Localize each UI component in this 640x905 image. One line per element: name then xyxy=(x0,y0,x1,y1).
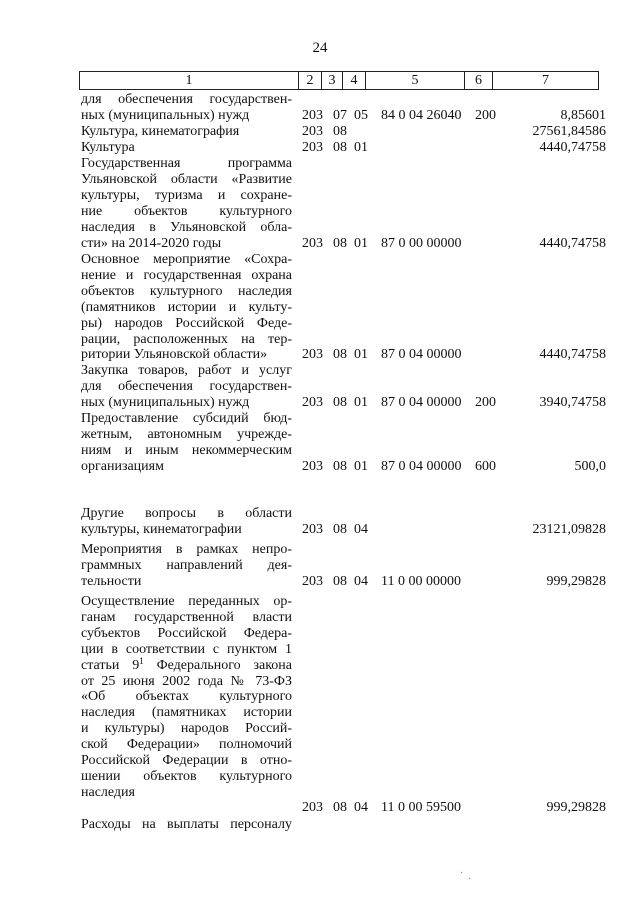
description-line: тельности xyxy=(81,573,142,589)
description-line: «Об объектах культурного xyxy=(81,689,292,705)
row-description xyxy=(81,542,292,590)
row-description xyxy=(81,506,292,538)
row-description xyxy=(81,124,292,140)
description-line: Основное мероприятие «Сохра- xyxy=(81,252,292,267)
description-line: ской Федерации» полномочий xyxy=(81,737,292,753)
description-line: (памятников истории и культу- xyxy=(81,299,292,315)
description-line: Культура xyxy=(81,140,135,155)
cell-expense-type: 200 xyxy=(475,107,496,123)
cell-amount: 8,85601 xyxy=(560,107,606,123)
cell-target-code: 11 0 00 00000 xyxy=(381,573,461,589)
description-fragment: статьи 9 xyxy=(81,657,140,673)
description-line: шении объектов культурного xyxy=(81,768,292,784)
cell-admin-code: 203 xyxy=(302,235,323,251)
cell-section: 08 xyxy=(333,235,347,251)
description-line: Государственная программа xyxy=(81,156,292,171)
header-col-7: 7 xyxy=(493,72,599,90)
description-line: Ульяновской области «Развитие xyxy=(81,171,292,187)
description-line: Другие вопросы в области xyxy=(81,506,292,521)
header-col-2: 2 xyxy=(299,72,322,90)
cell-target-code: 87 0 00 00000 xyxy=(381,235,462,251)
row-description xyxy=(81,252,292,363)
cell-amount: 999,29828 xyxy=(546,573,606,589)
scan-speck: · xyxy=(468,874,472,885)
cell-subsection: 01 xyxy=(354,235,368,251)
cell-admin-code: 203 xyxy=(302,140,323,155)
description-line: ганам государственной власти xyxy=(81,609,292,625)
row-description xyxy=(81,156,292,251)
cell-expense-type: 200 xyxy=(475,394,496,410)
description-line xyxy=(81,655,292,674)
row-description xyxy=(81,411,292,475)
cell-admin-code: 203 xyxy=(302,521,323,537)
header-col-1: 1 xyxy=(80,72,299,90)
cell-section: 08 xyxy=(333,458,347,474)
description-line: культуры, кинематографии xyxy=(81,521,242,537)
description-fragment: Федерального закона xyxy=(143,657,292,673)
cell-admin-code: 203 xyxy=(302,394,323,410)
cell-subsection: 01 xyxy=(354,347,368,363)
cell-amount: 4440,74758 xyxy=(539,235,606,251)
description-line: организациям xyxy=(81,458,164,474)
description-line: ние объектов культурного xyxy=(81,203,292,219)
row-description xyxy=(81,92,292,124)
cell-section: 08 xyxy=(333,573,347,589)
superscript: 1 xyxy=(139,655,144,666)
description-line: Мероприятия в рамках непро- xyxy=(81,542,292,557)
description-line: для обеспечения государствен- xyxy=(81,92,292,107)
description-line: ры) народов Российской Феде- xyxy=(81,315,292,331)
description-line: Культура, кинематография xyxy=(81,124,240,139)
description-line: объектов культурного наследия xyxy=(81,283,292,299)
header-col-3: 3 xyxy=(322,72,343,90)
description-line: рации, расположенных на тер- xyxy=(81,331,292,347)
row-description xyxy=(81,594,292,801)
cell-subsection: 01 xyxy=(354,140,368,155)
description-line: сти» на 2014-2020 годы xyxy=(81,235,222,251)
cell-amount: 500,0 xyxy=(574,458,606,474)
cell-amount: 4440,74758 xyxy=(539,140,606,155)
page-number: 24 xyxy=(312,40,328,56)
description-line: наследия xyxy=(81,784,135,800)
cell-expense-type: 600 xyxy=(475,458,496,474)
description-line: для обеспечения государствен- xyxy=(81,378,292,394)
header-col-5: 5 xyxy=(366,72,465,90)
header-col-4: 4 xyxy=(343,72,366,90)
cell-amount: 999,29828 xyxy=(546,800,606,815)
description-line: наследия (памятниках истории xyxy=(81,705,292,721)
cell-target-code: 87 0 04 00000 xyxy=(381,458,462,474)
cell-subsection: 05 xyxy=(354,107,368,123)
cell-admin-code: 203 xyxy=(302,573,323,589)
cell-section: 08 xyxy=(333,800,347,815)
cell-amount: 3940,74758 xyxy=(539,394,606,410)
header-col-6: 6 xyxy=(465,72,493,90)
cell-amount: 27561,84586 xyxy=(532,124,606,139)
cell-amount: 4440,74758 xyxy=(539,347,606,363)
row-description xyxy=(81,817,292,833)
description-line: Российской Федерации в отно- xyxy=(81,753,292,769)
cell-target-code: 11 0 00 59500 xyxy=(381,800,461,815)
cell-admin-code: 203 xyxy=(302,124,323,139)
cell-subsection: 04 xyxy=(354,800,368,815)
description-line: наследия в Ульяновской обла- xyxy=(81,219,292,235)
cell-target-code: 87 0 04 00000 xyxy=(381,347,462,363)
description-line: нение и государственная охрана xyxy=(81,267,292,283)
column-header-row xyxy=(79,71,599,90)
cell-subsection: 04 xyxy=(354,573,368,589)
description-line: ции в соответствии с пунктом 1 xyxy=(81,641,292,657)
description-line: ных (муниципальных) нужд xyxy=(81,394,250,410)
cell-section: 08 xyxy=(333,124,347,139)
cell-admin-code: 203 xyxy=(302,347,323,363)
description-line: от 25 июня 2002 года № 73-ФЗ xyxy=(81,673,292,689)
cell-admin-code: 203 xyxy=(302,107,323,123)
cell-subsection: 01 xyxy=(354,394,368,410)
row-description xyxy=(81,363,292,411)
scan-speck: · xyxy=(460,868,464,879)
description-line: граммных направлений дея- xyxy=(81,557,292,573)
cell-subsection: 01 xyxy=(354,458,368,474)
cell-section: 08 xyxy=(333,394,347,410)
description-line: культуры, туризма и сохране- xyxy=(81,187,292,203)
description-line: ных (муниципальных) нужд xyxy=(81,107,250,123)
description-line: Осуществление переданных ор- xyxy=(81,594,292,609)
cell-section: 08 xyxy=(333,347,347,363)
description-line: Расходы на выплаты персоналу xyxy=(81,817,292,832)
description-line: субъектов Российской Федера- xyxy=(81,625,292,641)
description-line: ритории Ульяновской области» xyxy=(81,347,268,363)
row-description xyxy=(81,140,292,156)
description-line: и культуры) народов Россий- xyxy=(81,721,292,737)
description-line: ниям и иным некоммерческим xyxy=(81,442,292,458)
cell-admin-code: 203 xyxy=(302,800,323,815)
description-line: Закупка товаров, работ и услуг xyxy=(81,363,292,378)
cell-amount: 23121,09828 xyxy=(532,521,606,537)
cell-target-code: 87 0 04 00000 xyxy=(381,394,462,410)
cell-section: 08 xyxy=(333,140,347,155)
cell-section: 08 xyxy=(333,521,347,537)
cell-admin-code: 203 xyxy=(302,458,323,474)
description-line: жетным, автономным учрежде- xyxy=(81,426,292,442)
description-line: Предоставление субсидий бюд- xyxy=(81,411,292,426)
cell-subsection: 04 xyxy=(354,521,368,537)
cell-target-code: 84 0 04 26040 xyxy=(381,107,462,123)
cell-section: 07 xyxy=(333,107,347,123)
